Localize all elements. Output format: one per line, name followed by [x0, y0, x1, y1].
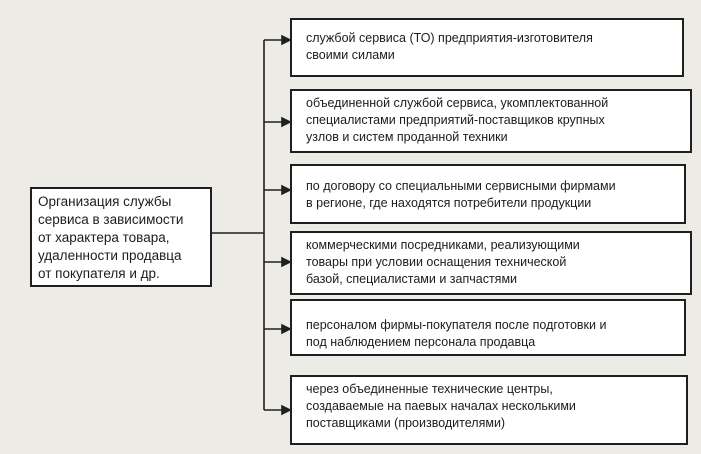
target-line: создаваемые на паевых началах несколькими: [306, 399, 576, 413]
arrow-1: [264, 36, 290, 44]
source-line: Организация службы: [38, 194, 172, 209]
target-box-1: [290, 18, 684, 77]
target-line: поставщиками (производителями): [306, 416, 506, 430]
source-box: [30, 187, 212, 287]
target-box-6: [290, 375, 688, 445]
target-box-3: [290, 164, 686, 224]
arrow-6: [264, 406, 290, 414]
target-line: специалистами предприятий-поставщиков крупных: [306, 113, 605, 127]
target-line: службой сервиса (ТО) предприятия-изготовителя: [306, 31, 593, 45]
target-line: узлов и систем проданной техники: [306, 130, 508, 144]
target-line: через объединенные технические центры,: [306, 382, 553, 396]
source-line: от покупателя и др.: [38, 266, 160, 281]
arrow-2: [264, 118, 290, 126]
target-line: коммерческими посредниками, реализующими: [306, 238, 580, 252]
target-line: базой, специалистами и запчастями: [306, 272, 518, 286]
target-line: персоналом фирмы-покупателя после подготовки и: [306, 318, 607, 332]
target-line: товары при условии оснащения технической: [306, 255, 567, 269]
target-box-5: [290, 299, 686, 356]
target-line: объединенной службой сервиса, укомплектованной: [306, 96, 609, 110]
target-line: своими силами: [306, 48, 395, 62]
target-box-4: [290, 231, 692, 295]
arrow-5: [264, 325, 290, 333]
target-line: по договору со специальными сервисными фирмами: [306, 179, 616, 193]
arrow-4: [264, 258, 290, 266]
source-line: удаленности продавца: [38, 248, 182, 263]
source-line: от характера товара,: [38, 230, 170, 245]
arrow-3: [264, 186, 290, 194]
target-line: в регионе, где находятся потребители продукции: [306, 196, 592, 210]
target-line: под наблюдением персонала продавца: [306, 335, 536, 349]
target-box-2: [290, 89, 692, 153]
source-line: сервиса в зависимости: [38, 212, 184, 227]
